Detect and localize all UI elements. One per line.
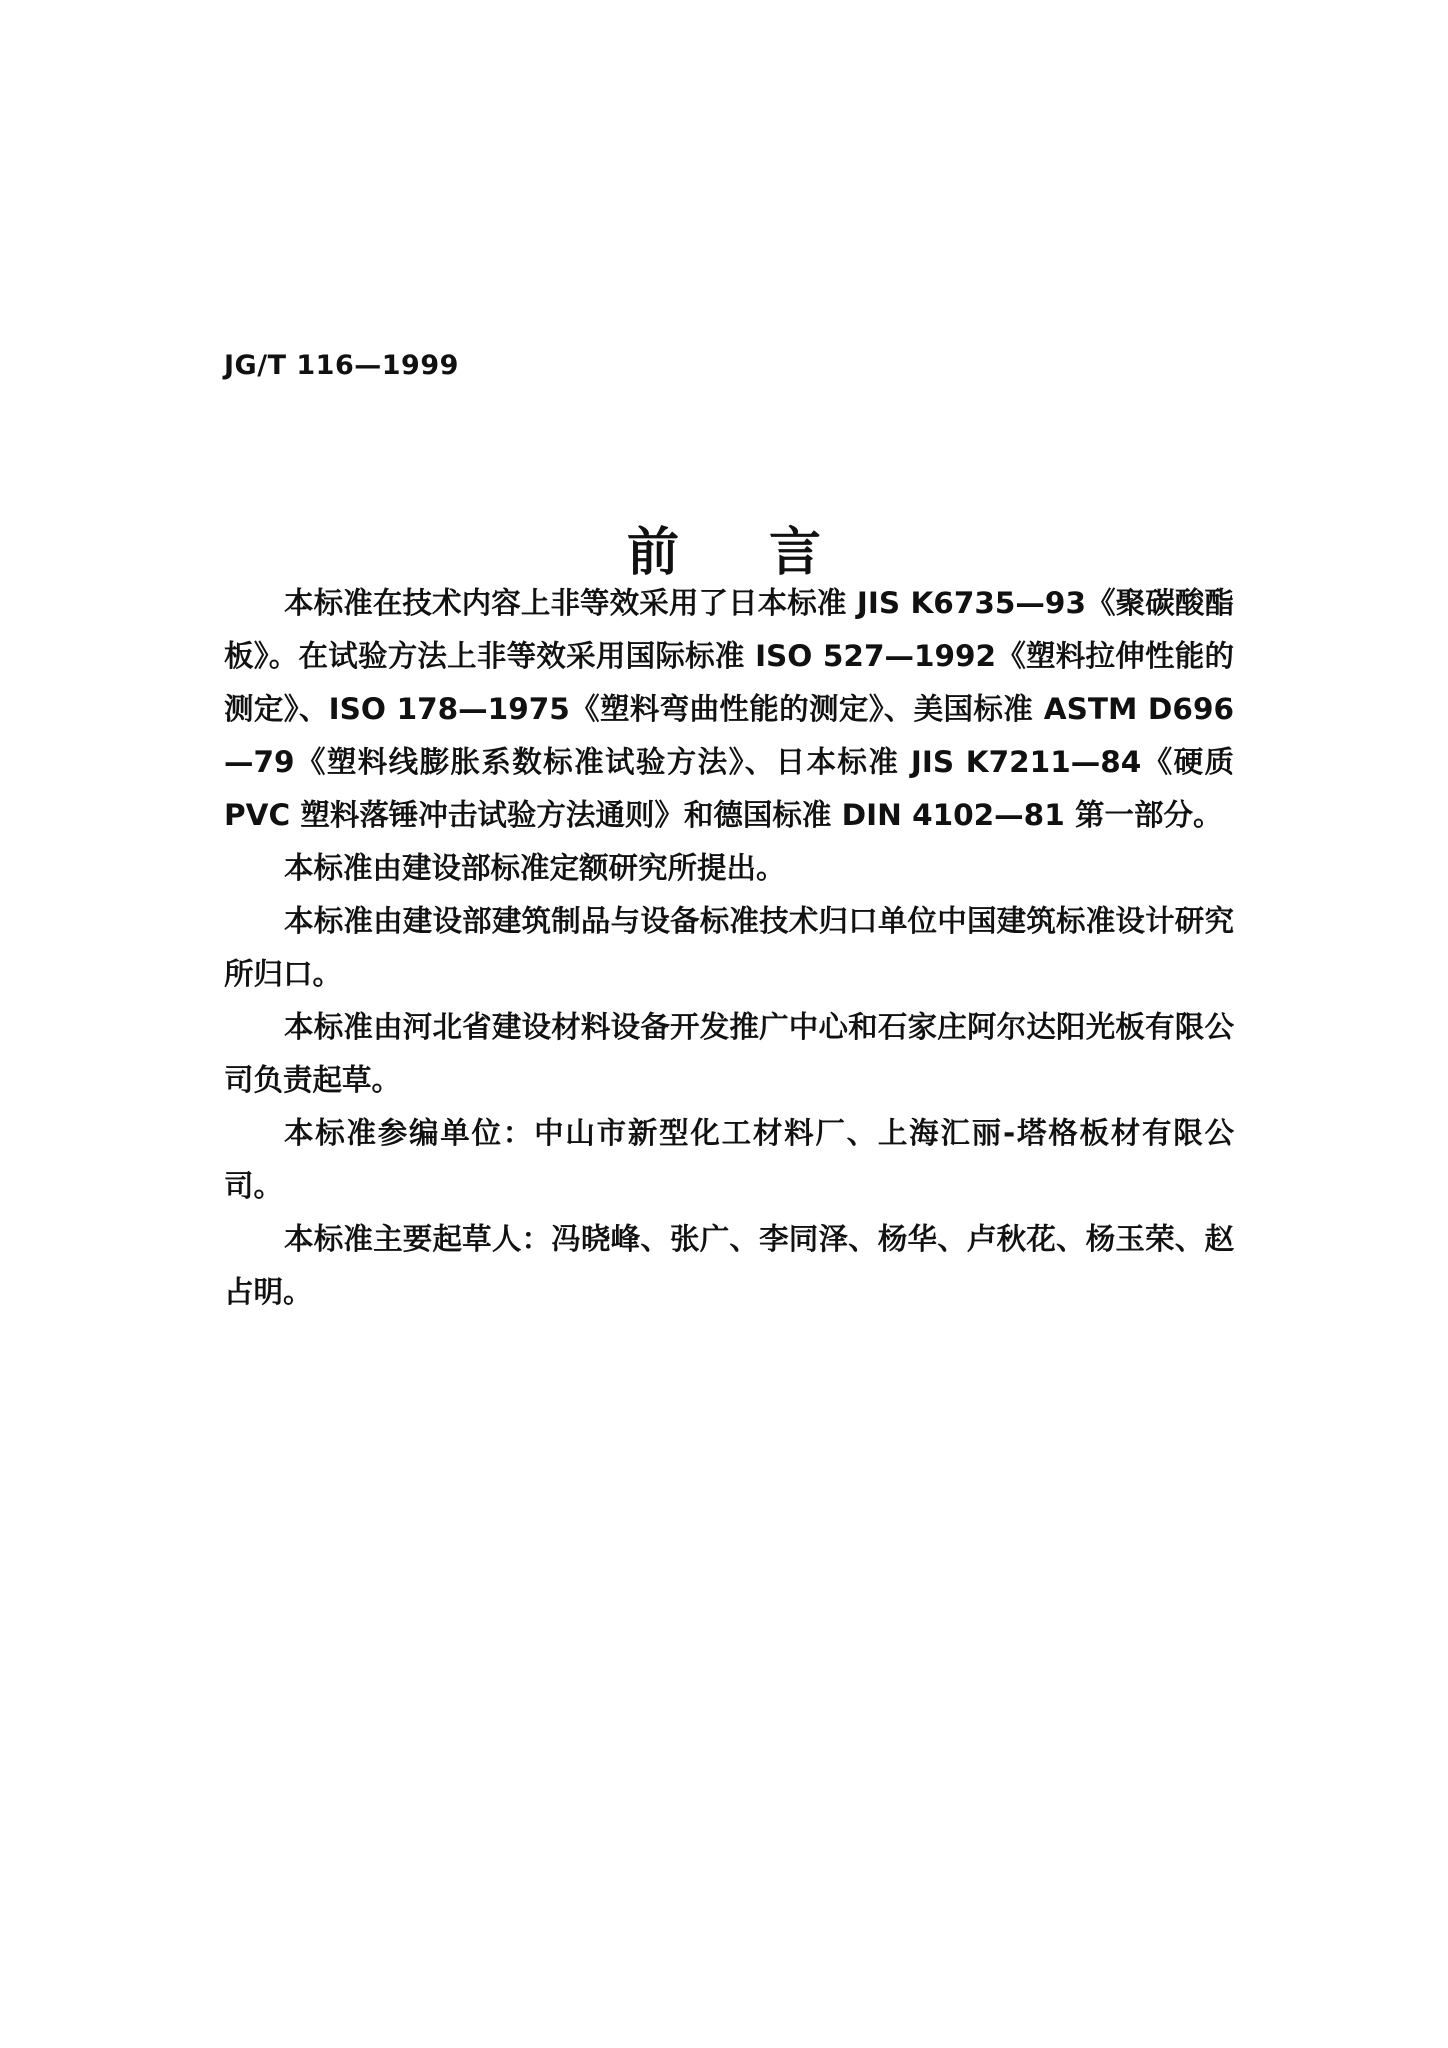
paragraph-participating-units: 本标准参编单位：中山市新型化工材料厂、上海汇丽-塔格板材有限公司。: [224, 1116, 1234, 1203]
paragraph-adoption: 本标准在技术内容上非等效采用了日本标准 JIS K6735—93《聚碳酸酯板》。在试验方法上非等效采用国际标准 ISO 527—1992《塑料拉伸性能的测定》、ISO 178—1975《塑料弯曲性能的测定》、美国标准 ASTM D696—79《塑料线膨胀系数标准试验方法》、日本标准 JIS K7211—84《硬质 PVC 塑料落锤冲击试验方法通则》和德国标准 DIN 4102—81 第一部分。: [224, 586, 1234, 832]
paragraph-centralized-unit: 本标准由建设部建筑制品与设备标准技术归口单位中国建筑标准设计研究所归口。: [224, 904, 1234, 991]
paragraph-drafters: 本标准主要起草人：冯晓峰、张广、李同泽、杨华、卢秋花、杨玉荣、赵占明。: [224, 1222, 1234, 1309]
foreword-body: [224, 577, 1234, 1319]
paragraph-proposer: 本标准由建设部标准定额研究所提出。: [284, 851, 786, 885]
paragraph-drafting-units: 本标准由河北省建设材料设备开发推广中心和石家庄阿尔达阳光板有限公司负责起草。: [224, 1010, 1234, 1097]
page-title: 前言: [626, 523, 911, 583]
standard-code: JG/T 116—1999: [224, 350, 459, 381]
